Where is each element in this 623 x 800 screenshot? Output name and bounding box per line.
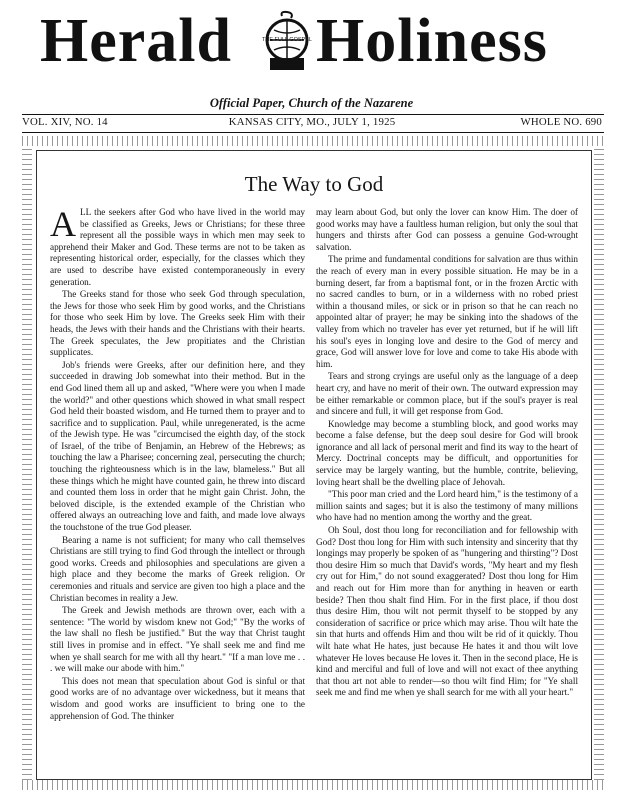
rule-bottom [22,132,604,133]
masthead-title-left: Herald [40,7,232,75]
article-title: The Way to God [244,172,384,196]
masthead-title-right: Holiness [316,7,548,75]
place-date: KANSAS CITY, MO., JULY 1, 1925 [228,116,396,128]
paragraph: Job's friends were Greeks, after our definition here, and they succeeded in drawing Job somewhat into their method. But in the end God lined them all up and asked, "Where were you when I made the world?" and other questions which showed in what small respect God held their boasted wisdom, and He turned them to prayer and to sacrifice and to supplication. Paul, while unregenerated, is the acme of the Jewish type. He was "circumcised the eighth day, of the stock of Israel, of the tribe of Benjamin, an Hebrew of the Hebrews; as touching the law a Pharisee; concerning zeal, persecuting the church; touching the righteousness which is in the law, blameless." But all these things which he might have counted gain, he threw into discard and counted them loss in order that he might gain Christ. John, the beloved disciple, is the extended example of the Christian who offered always an outreaching love and faith, and made love always the touchstone of the true God pleaser. [50,359,305,533]
border-left [22,146,32,780]
paragraph: Oh Soul, dost thou long for reconciliation and for fellowship with God? Dost thou long for Him with such intensity and sincerity that thy longings may properly be spoken of as "hungering and thirsting"? Dost thou desire Him so much that David's words, "My heart and my flesh cry out for Him," do not sound exaggerated? Dost thou long for Him and reach out for Him more than for anything in heaven or earth beside? Then thou shalt find Him. For in the first place, if thou dost thus desire Him, thou wilt not permit thyself to be stopped by any consideration of sacrifice or price which may arise. Thou wilt hate the sin that hurts and offends Him and thou wilt be rid of it quickly. Thou wilt hate what He hates, just because He hates it and thou wilt love whatever He loves because He loves it. Then in the second place, He is kind and merciful and full of love and will not exact of thee anything that thou art not able to render—so thou wilt find Him; for "Ye shall seek me and find me when ye shall search for me with all your heart." [316,525,578,698]
issue-line [22,116,602,131]
tagline: Official Paper, Church of the Nazarene [209,96,414,110]
paragraph [50,204,305,288]
border-right [594,146,604,780]
paragraph: Knowledge may become a stumbling block, and good works may become a false defense, but the deep soul desire for God will brook ignorance and all lack of personal merit and find its way to the heart of Mercy. Doctrinal concepts may be difficult, and opportunities for service may be largely wanting, but the humble, contrite, believing, loving heart shall be the dwelling place of Jehovah. [316,418,578,487]
bible-globe-emblem-icon [262,10,312,80]
article-right-column [316,207,578,700]
paragraph: Tears and strong cryings are useful only as the language of a deep heart cry, and have no merit of their own. The outward expression may be either remarkable or common place, but if the soul's prayer is real and sincere and full, it will get response from God. [316,371,578,417]
paragraph: The prime and fundamental conditions for salvation are thus within the reach of every man in every possible situation. He may be in a burning desert, far from a baptismal font, or in the frozen Arctic with no sacred candles to burn, or in a wilderness with no robed priest within a thousand miles, or sick or in prison so that he can reach no appointed altar of prayer; he may be sinking into the shadows of the valley from which no traveler has ever yet returned, but if he will lift his soul's eyes in longing love and desire to the God of mercy and grace, God will answer love for love and come to take His abode with him. [316,254,578,369]
border-top [22,136,604,146]
border-bottom [22,780,604,790]
emblem-label: THE FULL GOSPEL [262,37,312,43]
dropcap: A [50,204,76,244]
whole-number: WHOLE NO. 690 [520,116,602,128]
paragraph: may learn about God, but only the lover can know Him. The doer of good works may have a faultless human religion, but only the soul that hungers and thirsts after God can possess a genuine God-wrought salvation. [316,207,578,252]
paragraph: This does not mean that speculation about God is sinful or that good works are of no advantage over wickedness, but it means that wisdom and good works are insufficient to bring one to the apprehension of God. The thinker [50,675,305,721]
paragraph: The Greek and Jewish methods are thrown over, each with a sentence: "The world by wisdom knew not God;" "By the works of the law shall no flesh be justified." But the way that Christ taught still lives in promise and in effect. "Ye shall seek me and find me when ye shall search for me with all thy heart." "If a man love me . . . we will make our abode with him." [50,605,305,674]
paragraph: The Greeks stand for those who seek God through speculation, the Jews for those who seek Him by good works, and the Christians for those who seek Him by love. The Greeks seek Him with their heads, the Jews with their hands and the Christians with their hearts. The Greek speculates, the Jew propitiates and the Christian supplicates. [50,289,305,358]
rule-top [22,114,604,115]
paragraph: "This poor man cried and the Lord heard him," is the testimony of a million saints and sages; but it is also the testimony of many millions who have had no mention among the worthy and the great. [316,489,578,523]
paragraph-text: LL the seekers after God who have lived in the world may be classified as Greeks, Jews or Christians; for these three represent all the possible ways in which men may seek to apprehend their Maker and God. These terms are not to be taken as representing historical order, especially, for the classes which they are used to describe have existed contemporaneously in every generation. [50,207,305,287]
article-left-column [50,204,305,723]
paragraph: Bearing a name is not sufficient; for many who call themselves Christians are still trying to find God through the intellect or through good works. Creeds and philosophies and speculations are given a high place and they become the marks of Greek religion. Or ceremonies and rituals and service are given too high a place and the Christian becomes in reality a Jew. [50,534,305,603]
volume-number: VOL. XIV, NO. 14 [22,116,108,128]
masthead [0,0,623,84]
